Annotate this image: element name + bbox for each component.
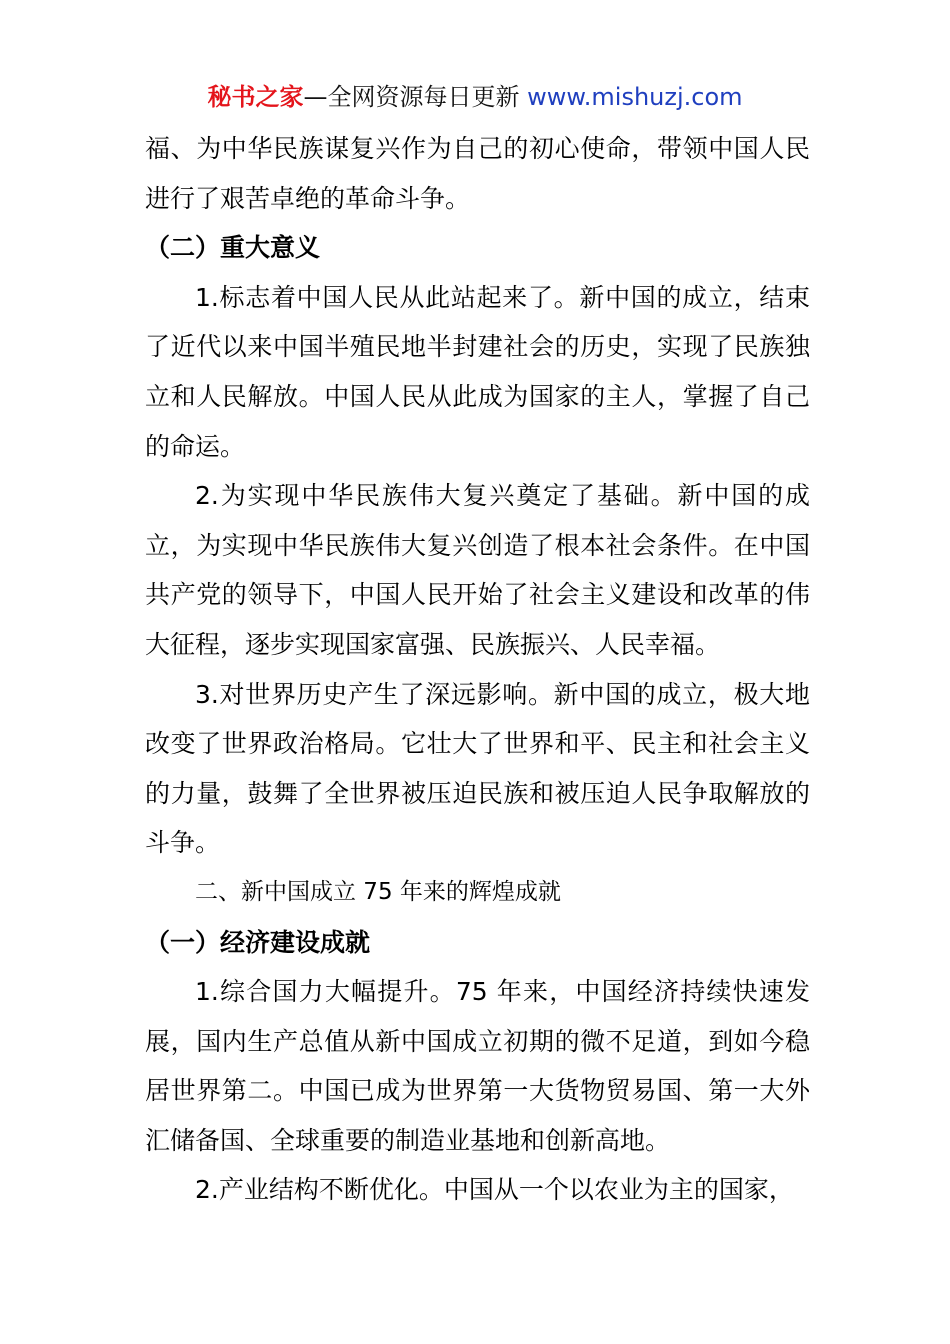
paragraph-point-2: 2.为实现中华民族伟大复兴奠定了基础。新中国的成立，为实现中华民族伟大复兴创造了根本社会条件。在中国共产党的领导下，中国人民开始了社会主义建设和改革的伟大征程，逐步实现国家富强、民族振兴、人民幸福。 bbox=[145, 481, 810, 659]
section-heading-achievements: 二、新中国成立 75 年来的辉煌成就 bbox=[195, 878, 561, 905]
paragraph-point-3: 3.对世界历史产生了深远影响。新中国的成立，极大地改变了世界政治格局。它壮大了世界和平、民主和社会主义的力量，鼓舞了全世界被压迫民族和被压迫人民争取解放的斗争。 bbox=[145, 679, 810, 858]
paragraph-economic-2: 2.产业结构不断优化。中国从一个以农业为主的国家， bbox=[195, 1175, 794, 1205]
page-header bbox=[0, 80, 950, 114]
site-tagline: —全网资源每日更新 bbox=[303, 83, 520, 111]
subheading-significance: （二）重大意义 bbox=[145, 233, 321, 263]
site-url-link[interactable]: www.mishuzj.com bbox=[527, 83, 743, 111]
paragraph-point-1: 1.标志着中国人民从此站起来了。新中国的成立，结束了近代以来中国半殖民地半封建社会的历史，实现了民族独立和人民解放。中国人民从此成为国家的主人，掌握了自己的命运。 bbox=[145, 282, 810, 461]
site-brand: 秘书之家 bbox=[207, 83, 304, 111]
paragraph-continued: 福、为中华民族谋复兴作为自己的初心使命，带领中国人民进行了艰苦卓绝的革命斗争。 bbox=[145, 134, 810, 213]
subheading-economic: （一）经济建设成就 bbox=[145, 927, 371, 957]
document-body bbox=[145, 124, 810, 1215]
paragraph-economic-1: 1.综合国力大幅提升。75 年来，中国经济持续快速发展，国内生产总值从新中国成立初期的微不足道，到如今稳居世界第二。中国已成为世界第一大货物贸易国、第一大外汇储备国、全球重要的制造业基地和创新高地。 bbox=[145, 977, 810, 1155]
